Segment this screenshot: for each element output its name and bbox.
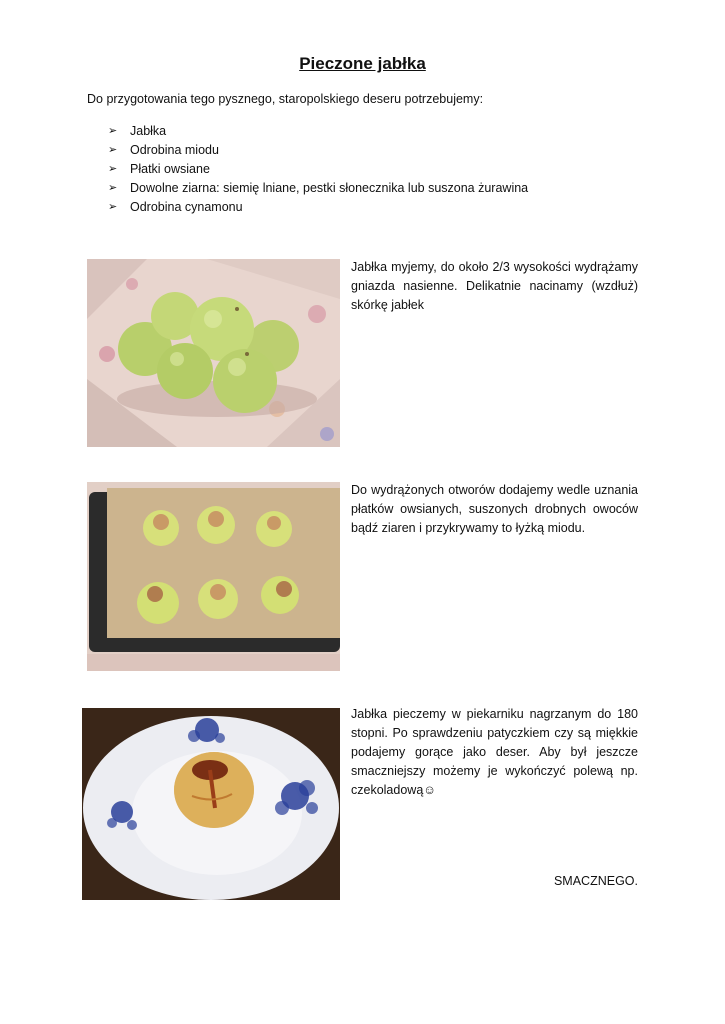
ingredient-label: Jabłka (130, 124, 167, 138)
step-2-text: Do wydrążonych otworów dodajemy wedle uznania płatków owsianych, suszonych drobnych owoców bądź ziaren i przykrywamy to łyżką miodu. (351, 483, 638, 535)
arrow-bullet-icon: ➢ (108, 163, 118, 175)
list-item (108, 198, 528, 217)
photo-apples-on-baking-tray (87, 482, 340, 671)
list-item (108, 122, 528, 141)
list-item (108, 179, 528, 198)
arrow-bullet-icon: ➢ (108, 144, 118, 156)
ingredient-label: Płatki owsiane (130, 162, 210, 176)
page-title: Pieczone jabłka (299, 54, 426, 73)
ingredient-list (108, 122, 528, 217)
ingredient-label: Odrobina cynamonu (130, 200, 243, 214)
intro-text: Do przygotowania tego pysznego, staropolskiego deseru potrzebujemy: (87, 92, 484, 106)
list-item (108, 160, 528, 179)
list-item (108, 141, 528, 160)
step-1-text: Jabłka myjemy, do około 2/3 wysokości wydrążamy gniazda nasienne. Delikatnie nacinamy (wzdłuż) skórkę jabłek (351, 260, 638, 312)
photo-baked-apple-on-plate (82, 708, 340, 900)
arrow-bullet-icon: ➢ (108, 125, 118, 137)
arrow-bullet-icon: ➢ (108, 201, 118, 213)
ingredient-label: Odrobina miodu (130, 143, 219, 157)
ingredient-label: Dowolne ziarna: siemię lniane, pestki słonecznika lub suszona żurawina (130, 181, 529, 195)
arrow-bullet-icon: ➢ (108, 182, 118, 194)
photo-apples-on-tablecloth (87, 259, 340, 447)
step-3-text: Jabłka pieczemy w piekarniku nagrzanym do 180 stopni. Po sprawdzeniu patyczkiem czy są miękkie podajemy gorące jako deser. Aby był jeszcze smaczniejszy możemy je wykończyć polewą np. czekoladową☺ (351, 707, 638, 797)
closing-text: SMACZNEGO. (553, 874, 638, 888)
